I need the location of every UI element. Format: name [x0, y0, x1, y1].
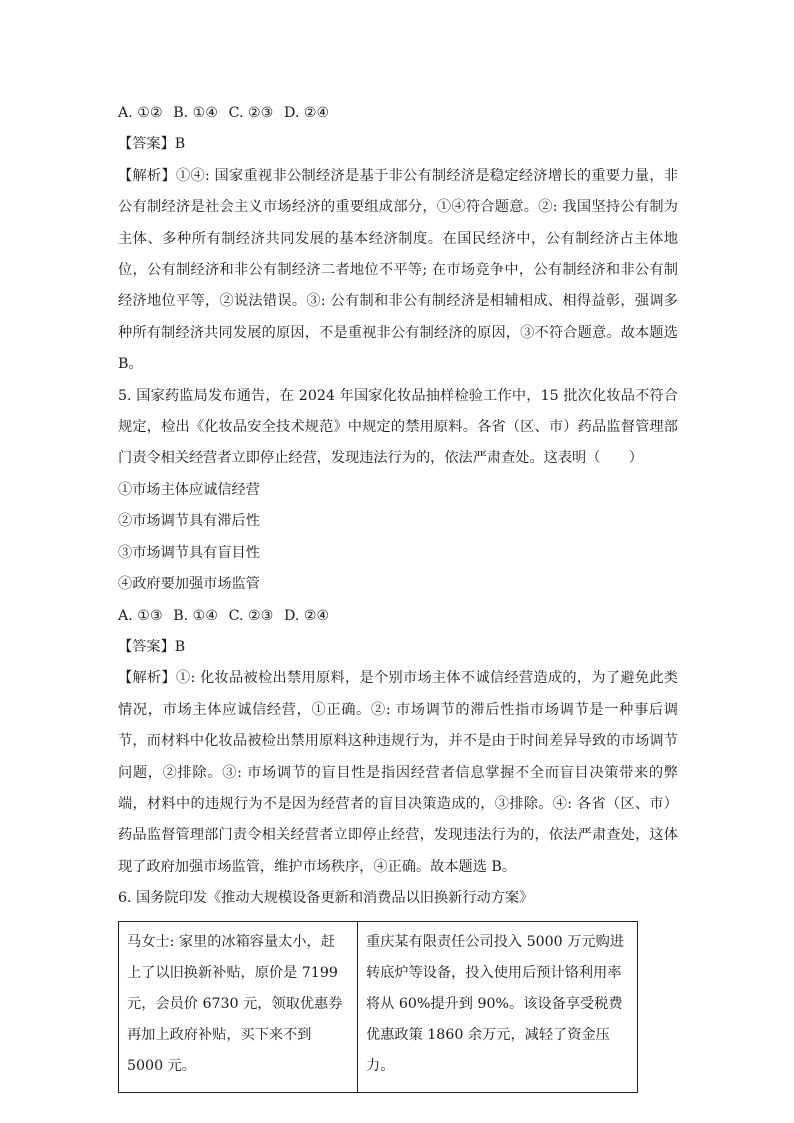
q4-option-b: B. ①④ [173, 105, 219, 121]
q4-answer: 【答案】B [118, 136, 186, 153]
q5-option-d: D. ②④ [283, 607, 330, 624]
q4-analysis: 【解析】①④: 国家重视非公制经济是基于非公有制经济是稳定经济增长的重要力量，非公有制经济是社会主义市场经济的重要组成部分，①④符合题意。②: 我国坚持公有制为主体、多种所有制经济共同发展的基本经济制度。在国民经济中，公有制经济占主体地位，公有制经济和非公有制经济二者地位不平等; 在市场竞争中，公有制经济和非公有制经济地位平等，②说法错误。③: 公有制和非公有制经济是相辅相成、相得益彰，强调多种所有制经济共同发展的原因，不是重视非公有制经济的原因，③不符合题意。故本题选 B。 [118, 167, 678, 373]
q6-material-row [119, 921, 638, 1092]
q4-option-a: A. ①② [118, 105, 163, 121]
q5-option-b: B. ①④ [173, 607, 219, 624]
q5-option-a: A. ①③ [118, 607, 163, 624]
q6-cell-left: 马女士: 家里的冰箱容量太小，赶上了以旧换新补贴，原价是 7199 元，会员价 6730 元，领取优惠券再加上政府补贴，买下来不到 5000 元。 [119, 921, 358, 1092]
q6-cell-right: 重庆某有限责任公司投入 5000 万元购进转底炉等设备，投入使用后预计铬利用率将从 60%提升到 90%。该设备享受税费优惠政策 1860 余万元，减轻了资金压力。 [358, 921, 638, 1092]
q6-stem: 6. 国务院印发《推动大规模设备更新和消费品以旧换新行动方案》 [118, 890, 534, 907]
q5-stem: 5. 国家药监局发布通告，在 2024 年国家化妆品抽样检验工作中，15 批次化妆品不符合规定，检出《化妆品安全技术规范》中规定的禁用原料。各省（区、市）药品监督管理部门责令相关经营者立即停止经营，发现违法行为的，依法严肃查处。这表明（ ） [118, 387, 678, 467]
q6-material-table [118, 921, 638, 1093]
q5-options [118, 601, 678, 632]
q4-option-d: D. ②④ [283, 105, 330, 121]
q5-item-1: ①市场主体应诚信经营 [118, 481, 260, 498]
q4-options [118, 98, 678, 129]
q5-item-4: ④政府要加强市场监管 [118, 576, 260, 593]
q5-analysis: 【解析】①: 化妆品被检出禁用原料，是个别市场主体不诚信经营造成的，为了避免此类情况，市场主体应诚信经营，①正确。②: 市场调节的滞后性指市场调节是一种事后调节，而材料中化妆品被检出禁用原料这种违规行为，并不是由于时间差异导致的市场调节问题，②排除。③: 市场调节的盲目性是指因经营者信息掌握不全而盲目决策带来的弊端，材料中的违规行为不是因为经营者的盲目决策造成的，③排除。④: 各省（区、市）药品监督管理部门责令相关经营者立即停止经营，发现违法行为的，依法严肃查处，这体现了政府加强市场监管，维护市场秩序，④正确。故本题选 B。 [118, 670, 678, 875]
q5-answer: 【答案】B [118, 638, 186, 655]
q4-option-c: C. ②③ [228, 105, 274, 121]
document-page [118, 98, 678, 1093]
q5-option-c: C. ②③ [228, 607, 274, 624]
q5-item-2: ②市场调节具有滞后性 [118, 513, 260, 530]
q5-item-3: ③市场调节具有盲目性 [118, 544, 260, 561]
